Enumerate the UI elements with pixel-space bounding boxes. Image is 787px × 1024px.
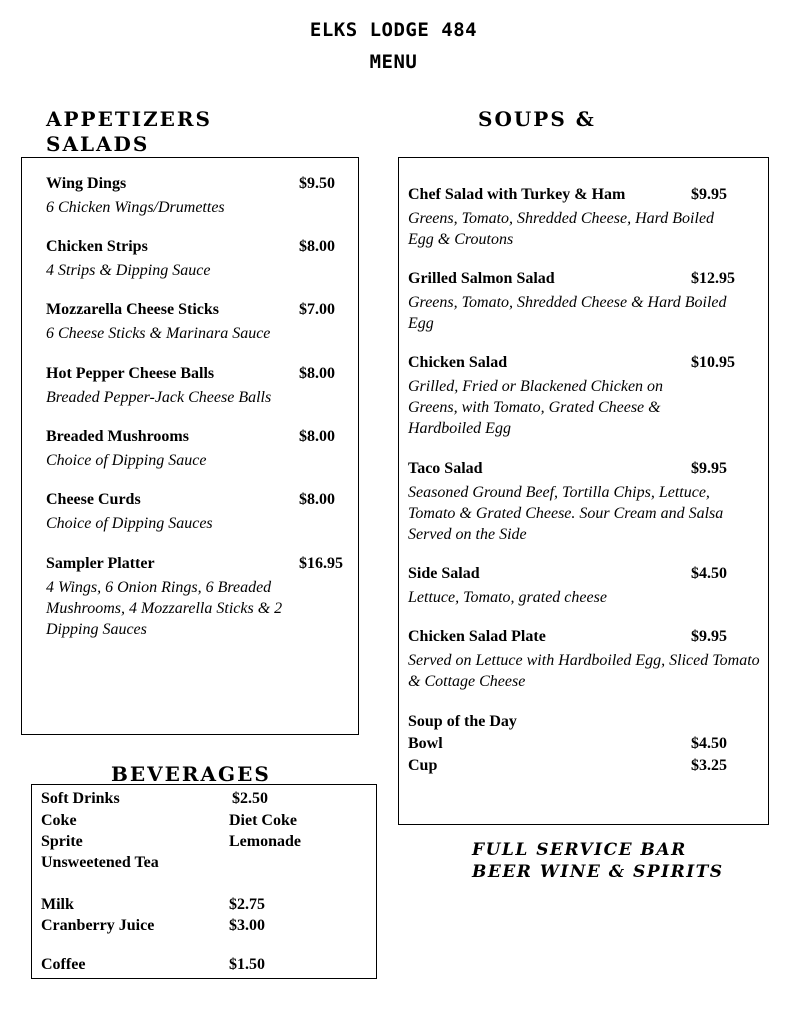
beverage-price: $2.75 bbox=[229, 896, 265, 913]
item-name: Grilled Salmon Salad bbox=[408, 270, 555, 287]
salad-item bbox=[408, 460, 760, 545]
soup-cup-price: $3.25 bbox=[691, 757, 727, 774]
appetizer-item bbox=[46, 175, 356, 218]
beer-wine-spirits-text: BEER WINE & SPIRITS bbox=[472, 862, 724, 882]
item-price: $10.95 bbox=[691, 354, 735, 371]
appetizer-item bbox=[46, 238, 356, 281]
item-price: $8.00 bbox=[299, 428, 335, 445]
salad-item bbox=[408, 628, 760, 692]
appetizer-item bbox=[46, 301, 356, 344]
salad-item bbox=[408, 186, 760, 250]
soups-heading: SOUPS & bbox=[478, 107, 596, 131]
item-description: Greens, Tomato, Shredded Cheese, Hard Boiled Egg & Croutons bbox=[408, 210, 715, 248]
item-description: Lettuce, Tomato, grated cheese bbox=[408, 589, 607, 606]
soup-cup-label: Cup bbox=[408, 757, 438, 774]
item-name: Sampler Platter bbox=[46, 555, 155, 572]
beverage-name: Soft Drinks bbox=[41, 790, 120, 807]
beverage-name: Coffee bbox=[41, 956, 86, 973]
beverages-box bbox=[31, 784, 377, 979]
item-name: Cheese Curds bbox=[46, 491, 141, 508]
item-description: 6 Cheese Sticks & Marinara Sauce bbox=[46, 325, 271, 342]
menu-subtitle: MENU bbox=[369, 51, 418, 73]
item-name: Hot Pepper Cheese Balls bbox=[46, 365, 215, 382]
beverage-name: Sprite bbox=[41, 833, 83, 850]
item-name: Chicken Strips bbox=[46, 238, 148, 255]
item-name: Chicken Salad Plate bbox=[408, 628, 546, 645]
appetizer-item bbox=[46, 555, 343, 640]
item-name: Wing Dings bbox=[46, 175, 127, 192]
item-price: $16.95 bbox=[299, 555, 343, 572]
item-name: Chicken Salad bbox=[408, 354, 508, 371]
item-description: Breaded Pepper-Jack Cheese Balls bbox=[46, 389, 272, 406]
item-name: Chef Salad with Turkey & Ham bbox=[408, 186, 626, 203]
item-name: Side Salad bbox=[408, 565, 480, 582]
item-price: $9.95 bbox=[691, 186, 727, 203]
item-description: Seasoned Ground Beef, Tortilla Chips, Lettuce, Tomato & Grated Cheese. Sour Cream and Salsa Served on the Side bbox=[408, 484, 724, 543]
salad-item bbox=[408, 270, 760, 334]
item-price: $8.00 bbox=[299, 491, 335, 508]
item-description: Served on Lettuce with Hardboiled Egg, Sliced Tomato & Cottage Cheese bbox=[408, 652, 760, 690]
item-description: Grilled, Fried or Blackened Chicken on Greens, with Tomato, Grated Cheese & Hardboiled Egg bbox=[408, 378, 664, 437]
appetizer-item bbox=[46, 428, 356, 471]
beverage-name: Coke bbox=[41, 812, 77, 829]
item-description: 6 Chicken Wings/Drumettes bbox=[46, 199, 225, 216]
item-description: Choice of Dipping Sauces bbox=[46, 515, 213, 532]
appetizers-heading-line2: SALADS bbox=[46, 132, 150, 156]
beverage-price: $3.00 bbox=[229, 917, 265, 934]
beverage-name: Cranberry Juice bbox=[41, 917, 155, 934]
appetizer-item bbox=[46, 491, 356, 534]
beverage-price: $2.50 bbox=[232, 790, 268, 807]
item-price: $12.95 bbox=[691, 270, 735, 287]
soup-bowl-label: Bowl bbox=[408, 735, 443, 752]
item-price: $8.00 bbox=[299, 365, 335, 382]
item-name: Taco Salad bbox=[408, 460, 483, 477]
appetizers-heading bbox=[46, 107, 212, 157]
item-price: $9.50 bbox=[299, 175, 335, 192]
item-price: $9.95 bbox=[691, 460, 727, 477]
item-price: $9.95 bbox=[691, 628, 727, 645]
salad-item bbox=[408, 354, 760, 439]
appetizers-heading-line1: APPETIZERS bbox=[46, 107, 212, 131]
soup-title: Soup of the Day bbox=[408, 713, 517, 730]
item-price: $4.50 bbox=[691, 565, 727, 582]
beverage-name: Unsweetened Tea bbox=[41, 854, 159, 871]
item-price: $8.00 bbox=[299, 238, 335, 255]
beverages-heading: BEVERAGES bbox=[111, 762, 271, 786]
soup-of-the-day bbox=[408, 713, 760, 779]
item-description: Greens, Tomato, Shredded Cheese & Hard Boiled Egg bbox=[408, 294, 727, 332]
soup-bowl-price: $4.50 bbox=[691, 735, 727, 752]
full-service-bar-text: FULL SERVICE BAR bbox=[472, 840, 687, 860]
item-description: 4 Wings, 6 Onion Rings, 6 Breaded Mushrooms, 4 Mozzarella Sticks & 2 Dipping Sauces bbox=[46, 579, 283, 638]
item-name: Mozzarella Cheese Sticks bbox=[46, 301, 219, 318]
item-price: $7.00 bbox=[299, 301, 335, 318]
salad-item bbox=[408, 565, 760, 608]
item-description: Choice of Dipping Sauce bbox=[46, 452, 207, 469]
beverage-name: Diet Coke bbox=[229, 812, 297, 829]
beverage-name: Milk bbox=[41, 896, 74, 913]
menu-title: ELKS LODGE 484 bbox=[309, 19, 478, 41]
item-name: Breaded Mushrooms bbox=[46, 428, 189, 445]
beverage-price: $1.50 bbox=[229, 956, 265, 973]
item-description: 4 Strips & Dipping Sauce bbox=[46, 262, 211, 279]
beverage-name: Lemonade bbox=[229, 833, 301, 850]
appetizer-item bbox=[46, 365, 356, 408]
